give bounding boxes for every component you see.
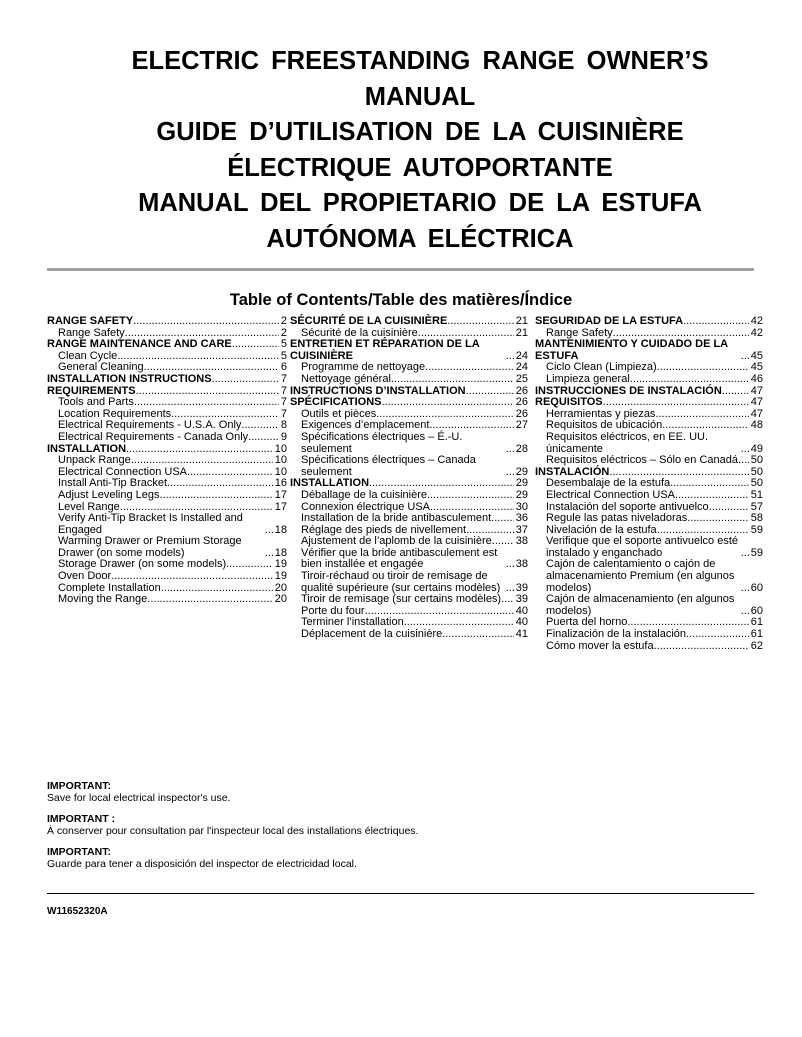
toc-entry-title: Spécifications électriques – É.-U. seulement bbox=[301, 430, 463, 455]
title-line: MANUAL bbox=[364, 82, 476, 111]
toc-entry[interactable] bbox=[47, 397, 287, 409]
toc-entry-page: 17 bbox=[274, 500, 287, 513]
toc-entry-page: 24 bbox=[515, 349, 528, 362]
toc-entry-title: Réglage des pieds de nivellement bbox=[301, 523, 467, 536]
toc-entry-title: Range Safety bbox=[58, 326, 125, 339]
dot-leader bbox=[709, 502, 749, 514]
toc-entry-title: Exigences d’emplacement bbox=[301, 419, 430, 432]
toc-entry-title: Verifique que el soporte antivuelco esté instalado y enganchado bbox=[546, 535, 739, 559]
toc-entry-page: 46 bbox=[750, 372, 763, 385]
toc-entry-title: RANGE SAFETY bbox=[47, 315, 134, 327]
toc-entry-page: 59 bbox=[750, 546, 763, 559]
toc-entry-title: Complete Installation bbox=[58, 581, 161, 594]
toc-entry-title: Tiroir de remisage (sur certains modèles) bbox=[301, 593, 502, 606]
toc-entry[interactable] bbox=[535, 490, 763, 502]
toc-entry-title: Connexion électrique USA bbox=[301, 500, 431, 513]
toc-entry-title: INSTALLATION bbox=[290, 477, 370, 490]
toc-entry-page: 42 bbox=[750, 326, 763, 339]
dot-leader bbox=[655, 409, 748, 421]
toc-entry-title: REQUIREMENTS bbox=[47, 384, 136, 397]
dot-leader bbox=[232, 339, 279, 351]
toc-entry-page: 7 bbox=[280, 372, 287, 385]
toc-entry-title: Cajón de almacenamiento (en algunos modelos) bbox=[546, 593, 735, 617]
toc-entry[interactable] bbox=[290, 316, 528, 328]
toc-entry-page: 49 bbox=[750, 442, 763, 455]
title-line: ÉLECTRIQUE AUTOPORTANTE bbox=[227, 153, 613, 182]
toc-entry[interactable] bbox=[290, 374, 528, 386]
important-text: À conserver pour consultation par l'inspecteur local des installations électriques. bbox=[47, 824, 419, 837]
dot-leader bbox=[427, 490, 514, 502]
toc-entry-title: General Cleaning bbox=[58, 361, 144, 374]
toc-entry-title: Sécurité de la cuisinière bbox=[301, 326, 418, 339]
toc-entry-title: Clean Cycle bbox=[58, 349, 118, 362]
toc-entry-page: 61 bbox=[750, 628, 763, 641]
toc-entry-title: Outils et pièces bbox=[301, 407, 377, 420]
title-line: MANUAL DEL PROPIETARIO DE LA ESTUFA bbox=[138, 189, 702, 217]
toc-entry-title: INSTALACIÓN bbox=[535, 465, 610, 478]
dot-leader bbox=[265, 548, 273, 560]
toc-entry-title: Requisitos eléctricos, en EE. UU. únicamente bbox=[546, 430, 709, 455]
toc-entry-page: 57 bbox=[750, 500, 763, 513]
important-label: IMPORTANT: bbox=[47, 780, 111, 792]
toc-entry[interactable] bbox=[535, 629, 763, 641]
dot-leader bbox=[506, 583, 514, 595]
toc-entry-page: 20 bbox=[274, 581, 287, 594]
toc-entry[interactable] bbox=[535, 513, 763, 525]
toc-entry-title: SEGURIDAD DE LA ESTUFA bbox=[535, 315, 684, 327]
dot-leader bbox=[683, 316, 749, 328]
dot-leader bbox=[447, 316, 513, 328]
toc-entry-page: 28 bbox=[515, 442, 528, 455]
toc-entry[interactable] bbox=[290, 397, 528, 409]
toc-entry-title: Verify Anti-Tip Bracket Is Installed and Engaged bbox=[58, 512, 243, 536]
toc-entry[interactable] bbox=[47, 455, 287, 467]
dot-leader bbox=[741, 444, 749, 456]
toc-entry-title: Installation de la bride antibasculement bbox=[301, 512, 492, 525]
toc-entry-title: Moving the Range bbox=[58, 593, 148, 606]
important-label: IMPORTANT : bbox=[47, 813, 116, 825]
dot-leader bbox=[265, 525, 273, 537]
dot-leader bbox=[133, 316, 279, 328]
important-label: IMPORTANT: bbox=[47, 846, 111, 858]
toc-entry-page: 18 bbox=[274, 546, 287, 559]
dot-leader bbox=[675, 490, 749, 502]
toc-entry-page: 16 bbox=[274, 477, 287, 490]
toc-entry-title: MANTENIMIENTO Y CUIDADO DE LA ESTUFA bbox=[535, 338, 728, 362]
dot-leader bbox=[657, 362, 749, 374]
dot-leader bbox=[248, 432, 279, 444]
dot-leader bbox=[741, 548, 749, 560]
toc-entry[interactable] bbox=[47, 490, 287, 502]
toc-entry-title: Nettoyage général bbox=[301, 372, 391, 385]
toc-entry[interactable] bbox=[290, 513, 528, 525]
toc-entry-title: Instalación del soporte antivuelco bbox=[546, 500, 709, 513]
toc-entry-page: 21 bbox=[515, 315, 528, 327]
toc-column-spanish bbox=[535, 316, 763, 652]
toc-entry-page: 60 bbox=[750, 604, 763, 617]
toc-entry-page: 18 bbox=[274, 523, 287, 536]
toc-entry-page: 51 bbox=[750, 488, 763, 501]
toc-entry-title: Level Range bbox=[58, 500, 120, 513]
toc-entry[interactable] bbox=[535, 455, 763, 467]
toc-entry-title: Desembalaje de la estufa bbox=[546, 477, 671, 490]
toc-entry[interactable] bbox=[290, 490, 528, 502]
toc-entry[interactable] bbox=[290, 548, 528, 571]
toc-entry-title: Cajón de calentamiento o cajón de almacenamiento Premium (en algunos modelos) bbox=[546, 558, 735, 594]
toc-entry-page: 2 bbox=[280, 326, 287, 339]
toc-entry-page: 60 bbox=[750, 581, 763, 594]
title-divider bbox=[47, 268, 754, 271]
toc-entry-title: Vérifier que la bride antibasculement est bien installée et engagée bbox=[301, 546, 498, 571]
toc-entry-page: 26 bbox=[515, 396, 528, 409]
toc-entry-title: Ciclo Clean (Limpieza) bbox=[546, 361, 657, 374]
toc-entry-page: 7 bbox=[280, 396, 287, 409]
toc-entry[interactable] bbox=[535, 641, 763, 653]
toc-entry-page: 47 bbox=[750, 396, 763, 409]
toc-entry-title: SPÉCIFICATIONS bbox=[290, 396, 382, 409]
toc-entry-page: 41 bbox=[515, 628, 528, 641]
toc-entry[interactable] bbox=[290, 339, 528, 362]
toc-entry[interactable] bbox=[290, 455, 528, 478]
important-text: Save for local electrical inspector's use. bbox=[47, 791, 231, 804]
toc-entry-page: 48 bbox=[750, 419, 763, 432]
toc-entry-page: 29 bbox=[515, 465, 528, 478]
toc-entry-page: 7 bbox=[280, 407, 287, 420]
toc-entry-page: 26 bbox=[515, 384, 528, 397]
toc-entry-page: 10 bbox=[274, 442, 287, 455]
toc-entry-title: Range Safety bbox=[546, 326, 613, 339]
toc-entry-page: 36 bbox=[515, 512, 528, 525]
title-line: GUIDE D’UTILISATION DE LA CUISINIÈRE bbox=[156, 118, 684, 146]
important-text: Guarde para tener a disposición del inspector de electricidad local. bbox=[47, 857, 357, 870]
dot-leader bbox=[738, 455, 749, 467]
toc-entry-title: ENTRETIEN ET RÉPARATION DE LA CUISINIÈRE bbox=[290, 338, 480, 362]
toc-entry-title: Storage Drawer (on some models) bbox=[58, 558, 227, 571]
toc-entry-page: 5 bbox=[280, 338, 287, 351]
toc-entry[interactable] bbox=[535, 374, 763, 386]
toc-entry-page: 24 bbox=[515, 361, 528, 374]
dot-leader bbox=[160, 490, 273, 502]
toc-entry-page: 50 bbox=[750, 465, 763, 478]
dot-leader bbox=[391, 374, 514, 386]
dot-leader bbox=[466, 386, 514, 398]
toc-entry-page: 2 bbox=[280, 315, 287, 327]
toc-entry[interactable] bbox=[47, 316, 287, 328]
toc-entry-page: 39 bbox=[515, 593, 528, 606]
dot-leader bbox=[741, 583, 749, 595]
dot-leader bbox=[630, 374, 749, 386]
toc-entry-title: Limpieza general bbox=[546, 372, 630, 385]
toc-entry-page: 50 bbox=[750, 477, 763, 490]
toc-entry-page: 39 bbox=[515, 581, 528, 594]
toc-heading: Table of Contents/Table des matières/Índice bbox=[229, 291, 573, 309]
toc-entry[interactable] bbox=[535, 316, 763, 328]
toc-entry-title: Requisitos eléctricos – Sólo en Canadá bbox=[546, 454, 739, 467]
toc-entry-page: 26 bbox=[515, 407, 528, 420]
toc-entry-page: 7 bbox=[280, 384, 287, 397]
dot-leader bbox=[722, 386, 749, 398]
toc-entry-title: Requisitos de ubicación bbox=[546, 419, 663, 432]
toc-entry[interactable] bbox=[535, 397, 763, 409]
dot-leader bbox=[381, 397, 513, 409]
toc-entry-title: INSTRUCCIONES DE INSTALACIÓN bbox=[535, 384, 722, 397]
toc-column-english bbox=[47, 316, 287, 606]
toc-entry-title: Finalización de la instalación bbox=[546, 628, 687, 641]
dot-leader bbox=[147, 594, 272, 606]
toc-entry-title: Regule las patas niveladoras bbox=[546, 512, 688, 525]
toc-entry-title: Electrical Connection USA bbox=[546, 488, 676, 501]
dot-leader bbox=[134, 397, 279, 409]
toc-entry-title: Install Anti-Tip Bracket bbox=[58, 477, 168, 490]
toc-entry-page: 29 bbox=[515, 477, 528, 490]
toc-entry-page: 50 bbox=[750, 454, 763, 467]
dot-leader bbox=[687, 513, 748, 525]
toc-entry-title: Electrical Requirements - U.S.A. Only bbox=[58, 419, 242, 432]
dot-leader bbox=[506, 351, 514, 363]
toc-entry-page: 45 bbox=[750, 349, 763, 362]
toc-entry-title: Cómo mover la estufa bbox=[546, 639, 654, 652]
toc-entry-page: 19 bbox=[274, 558, 287, 571]
toc-entry[interactable] bbox=[535, 339, 763, 362]
toc-entry-title: INSTALLATION bbox=[47, 442, 127, 455]
toc-entry[interactable] bbox=[290, 571, 528, 594]
dot-leader bbox=[654, 641, 749, 653]
toc-entry[interactable] bbox=[47, 374, 287, 386]
toc-entry-page: 40 bbox=[515, 616, 528, 629]
toc-entry[interactable] bbox=[535, 559, 763, 594]
toc-entry[interactable] bbox=[47, 432, 287, 444]
important-notes bbox=[47, 781, 418, 880]
toc-entry-title: Déballage de la cuisinière bbox=[301, 488, 427, 501]
toc-entry-page: 37 bbox=[515, 523, 528, 536]
toc-entry-title: Terminer l’installation bbox=[301, 616, 404, 629]
dot-leader bbox=[491, 513, 514, 525]
dot-leader bbox=[161, 583, 273, 595]
toc-entry-page: 61 bbox=[750, 616, 763, 629]
toc-entry-title: SÉCURITÉ DE LA CUISINIÈRE bbox=[290, 315, 448, 327]
toc-entry-page: 10 bbox=[274, 465, 287, 478]
toc-entry-page: 62 bbox=[750, 639, 763, 652]
dot-leader bbox=[501, 594, 514, 606]
dot-leader bbox=[506, 559, 514, 571]
toc-entry-title: Ajustement de l’aplomb de la cuisinière bbox=[301, 535, 492, 548]
toc-entry-title: Nivelación de la estufa bbox=[546, 523, 657, 536]
dot-leader bbox=[741, 606, 749, 618]
toc-column-french bbox=[290, 316, 528, 641]
dot-leader bbox=[136, 386, 279, 398]
dot-leader bbox=[131, 455, 273, 467]
toc-entry-page: 17 bbox=[274, 488, 287, 501]
dot-leader bbox=[741, 351, 749, 363]
document-title bbox=[40, 44, 800, 257]
toc-entry-page: 8 bbox=[280, 419, 287, 432]
toc-entry-title: Adjust Leveling Legs bbox=[58, 488, 160, 501]
toc-entry-title: RANGE MAINTENANCE AND CARE bbox=[47, 338, 232, 351]
dot-leader bbox=[167, 478, 273, 490]
dot-leader bbox=[506, 444, 514, 456]
toc-entry-page: 29 bbox=[515, 488, 528, 501]
toc-entry[interactable] bbox=[47, 571, 287, 583]
dot-leader bbox=[126, 444, 273, 456]
toc-entry-page: 47 bbox=[750, 407, 763, 420]
toc-entry-page: 40 bbox=[515, 604, 528, 617]
toc-entry-page: 21 bbox=[515, 326, 528, 339]
toc-entry-title: Electrical Requirements - Canada Only bbox=[58, 430, 249, 443]
toc-entry-title: Herramientas y piezas bbox=[546, 407, 656, 420]
toc-entry-page: 58 bbox=[750, 512, 763, 525]
toc-entry-title: Programme de nettoyage bbox=[301, 361, 426, 374]
dot-leader bbox=[212, 374, 279, 386]
toc-entry-title: INSTRUCTIONS D’INSTALLATION bbox=[290, 384, 466, 397]
dot-leader bbox=[425, 362, 514, 374]
toc-entry-title: Puerta del horno bbox=[546, 616, 628, 629]
toc-entry-page: 25 bbox=[515, 372, 528, 385]
toc-entry-title: INSTALLATION INSTRUCTIONS bbox=[47, 372, 212, 385]
toc-entry-page: 27 bbox=[515, 419, 528, 432]
title-line: ELECTRIC FREESTANDING RANGE OWNER’S bbox=[131, 47, 709, 75]
toc-entry[interactable] bbox=[47, 594, 287, 606]
toc-entry-page: 10 bbox=[274, 454, 287, 467]
dot-leader bbox=[603, 397, 749, 409]
dot-leader bbox=[226, 559, 273, 571]
toc-entry-title: Porte du four bbox=[301, 604, 365, 617]
title-line: AUTÓNOMA ELÉCTRICA bbox=[266, 224, 574, 253]
toc-entry-page: 38 bbox=[515, 535, 528, 548]
toc-entry-title: Oven Door bbox=[58, 570, 112, 583]
toc-entry-title: Location Requirements bbox=[58, 407, 172, 420]
toc-entry-page: 47 bbox=[750, 384, 763, 397]
dot-leader bbox=[506, 467, 514, 479]
dot-leader bbox=[442, 629, 514, 641]
toc-entry-title: REQUISITOS bbox=[535, 396, 603, 409]
footer-divider bbox=[47, 893, 754, 894]
document-code: W11652320A bbox=[47, 906, 108, 917]
toc-entry-title: Spécifications électriques – Canada seulement bbox=[301, 454, 476, 478]
toc-entry[interactable] bbox=[47, 536, 287, 559]
dot-leader bbox=[670, 478, 749, 490]
toc-entry[interactable] bbox=[47, 513, 287, 536]
toc-entry-page: 42 bbox=[750, 315, 763, 327]
toc-entry-page: 9 bbox=[280, 430, 287, 443]
toc-entry-page: 19 bbox=[274, 570, 287, 583]
toc-entry-title: Unpack Range bbox=[58, 454, 131, 467]
toc-entry[interactable] bbox=[290, 629, 528, 641]
toc-entry-page: 5 bbox=[280, 349, 287, 362]
dot-leader bbox=[111, 571, 273, 583]
toc-entry[interactable] bbox=[535, 594, 763, 617]
toc-entry-page: 30 bbox=[515, 500, 528, 513]
toc-entry-page: 45 bbox=[750, 361, 763, 374]
toc-entry-title: Electrical Connection USA bbox=[58, 465, 188, 478]
toc-entry-title: Tools and Parts bbox=[58, 396, 134, 409]
toc-entry-page: 6 bbox=[280, 361, 287, 374]
toc-entry-page: 20 bbox=[274, 593, 287, 606]
toc-entry-title: Déplacement de la cuisinière bbox=[301, 628, 443, 641]
toc-entry-page: 59 bbox=[750, 523, 763, 536]
toc-entry[interactable] bbox=[290, 432, 528, 455]
dot-leader bbox=[686, 629, 749, 641]
toc-entry-title: Warming Drawer or Premium Storage Drawer (on some models) bbox=[58, 535, 242, 559]
toc-entry-page: 38 bbox=[515, 558, 528, 571]
toc-entry-title: Tiroir-réchaud ou tiroir de remisage de qualité supérieure (sur certains modèles) bbox=[301, 570, 501, 594]
toc-entry[interactable] bbox=[535, 536, 763, 559]
toc-entry[interactable] bbox=[535, 432, 763, 455]
dot-leader bbox=[187, 467, 273, 479]
